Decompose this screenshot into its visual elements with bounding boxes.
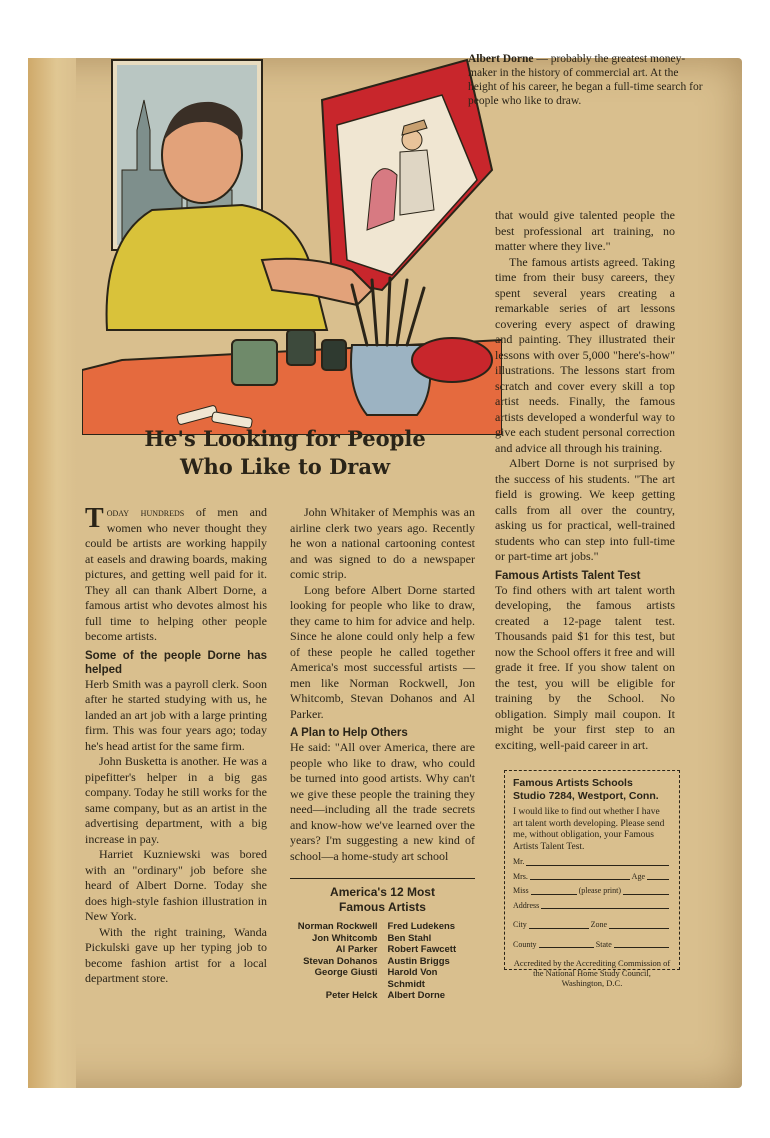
paragraph-talented-people: that would give talented people the best professional art training, no matter where they live."	[495, 208, 675, 253]
paragraph-john-whitaker: John Whitaker of Memphis was an airline clerk two years ago. Recently he won a national cartooning contest and was signed to do a newspaper comic strip.	[290, 505, 475, 581]
artist-name: Ben Stahl	[387, 932, 432, 944]
paragraph-john-busketta: John Busketta is another. He was a pipefitter's helper in a big gas company. Today he still works for the same company, but as an artist in the advertising department, with a big increase in pay.	[85, 754, 267, 846]
artist-name: Harold Von Schmidt	[387, 967, 438, 990]
headline-line-2: Who Like to Draw	[179, 454, 391, 479]
caption-name: Albert Dorne	[468, 53, 534, 65]
artist-name: Austin Briggs	[387, 955, 450, 967]
coupon-body: I would like to find out whether I have art talent worth developing. Please send me, without obligation, your Famous Artists Talent Test.	[513, 807, 665, 852]
artist-name: Peter Helck	[325, 990, 378, 1001]
paragraph-talent-test: To find others with art talent worth developing, the famous artists created a 12-page talent test. Thousands paid $1 for this test, but now the School offers it free and will grade it free. If you show talent on the test, you will be eligible for training by the School. No obligation. Simply mail coupon. It might be your first step to an exciting, well-paid career in art.	[495, 582, 675, 752]
intro-text: of men and women who never thought they could be artists are working happily at easels and drawing boards, making pictures, and getting well paid for it. They all can thank Albert Dorne, a famous artist who devotes almost his full time to helping other people become artists.	[85, 505, 267, 643]
mrs-age-field-row[interactable]: Mrs. Age	[513, 871, 671, 883]
subheading-talent-test: Famous Artists Talent Test	[495, 569, 641, 582]
subheading-people-helped: Some of the people Dorne has helped	[85, 649, 267, 676]
famous-artists-list	[290, 921, 475, 1002]
paragraph-artists-agreed: The famous artists agreed. Taking time from their busy careers, they spent several years creating a remarkable series of art lessons covering every aspect of drawing and painting. They illustrated their lessons with over 5,000 "here's-how" illustrations. The lessons start from scratch and cover every skill a top artist needs. Finally, the famous artists developed a wonderful way to give each student personal correction and advice all through his training.	[495, 254, 675, 455]
famous-artists-title-2: Famous Artists	[339, 900, 426, 914]
artist-name: Al Parker	[335, 944, 378, 955]
text-column-1	[85, 505, 267, 987]
paragraph-wanda-pickulski: With the right training, Wanda Pickulski gave up her typing job to become fashion artist for a local department store.	[85, 924, 267, 985]
paragraph-not-surprised: Albert Dorne is not surprised by the success of his students. "The art field is growing. We keep getting calls from all over the country, asking us for practical, well-trained students who can step into full-time or part-time art jobs."	[495, 456, 675, 563]
headline-line-1: He's Looking for People	[144, 426, 426, 451]
artist-name: Albert Dorne	[387, 990, 446, 1001]
artist-name: Jon Whitcomb	[312, 932, 378, 944]
coupon-studio: Studio 7284, Westport, Conn.	[513, 790, 659, 802]
address-field-row[interactable]: Address	[513, 900, 671, 912]
coupon-header	[513, 777, 671, 803]
county-state-field-row[interactable]: County State	[513, 939, 671, 951]
intro-lead: oday hundreds	[106, 505, 185, 519]
name-field-row[interactable]: Mr.	[513, 856, 671, 868]
paragraph-he-said: He said: "All over America, there are people who like to draw, who could be turned into good artists. Why can't we give these people the training they need—including all the trade secrets and know-how we've learned over the years? I'm suggesting a new kind of school—a home-study art school	[290, 740, 475, 863]
paragraph-long-before: Long before Albert Dorne started looking for people who like to draw, they came to him for advice and help. Since he alone could only help a few of these people he called together America's most successful artists —men like Norman Rockwell, Jon Whitcomb, Stevan Dohanos and Al Parker.	[290, 582, 475, 721]
city-zone-field-row[interactable]: City Zone	[513, 919, 671, 931]
caption-text: — probably the greatest money-maker in the history of commercial art. At the height of his career, he began a full-time search for people who like to draw.	[468, 53, 703, 107]
mail-coupon[interactable]	[504, 770, 680, 988]
famous-artists-box	[290, 878, 475, 1002]
miss-field-row[interactable]: Miss (please print)	[513, 885, 671, 897]
paragraph-herb-smith: Herb Smith was a payroll clerk. Soon after he started studying with us, he landed an art job with a large printing firm. This was four years ago; today he's head artist for the same firm.	[85, 676, 267, 753]
text-column-3	[495, 208, 675, 753]
artist-name: Stevan Dohanos	[303, 955, 378, 967]
ad-headline	[85, 425, 485, 481]
divider	[290, 878, 475, 879]
famous-artists-title-1: America's 12 Most	[330, 885, 435, 899]
subheading-plan: A Plan to Help Others	[290, 727, 408, 739]
paragraph-harriet-kuzniewski: Harriet Kuzniewski was bored with an "ordinary" job before she heard of Albert Dorne. Today she does high-style fashion illustration in New York.	[85, 847, 267, 923]
text-column-2	[290, 505, 475, 864]
illustration-caption	[468, 52, 708, 108]
artist-name: George Giusti	[314, 967, 378, 978]
intro-paragraph	[85, 505, 267, 645]
coupon-accreditation: Accredited by the Accrediting Commission of the National Home Study Council, Washington, D.C.	[513, 958, 671, 988]
albert-dorne-illustration	[82, 40, 502, 435]
artist-name: Fred Ludekens	[387, 921, 456, 932]
drop-cap: T	[85, 503, 104, 534]
artist-name: Robert Fawcett	[387, 944, 457, 955]
artist-name: Norman Rockwell	[297, 921, 378, 932]
coupon-school: Famous Artists Schools	[513, 777, 633, 789]
cover-spine	[28, 58, 76, 1088]
